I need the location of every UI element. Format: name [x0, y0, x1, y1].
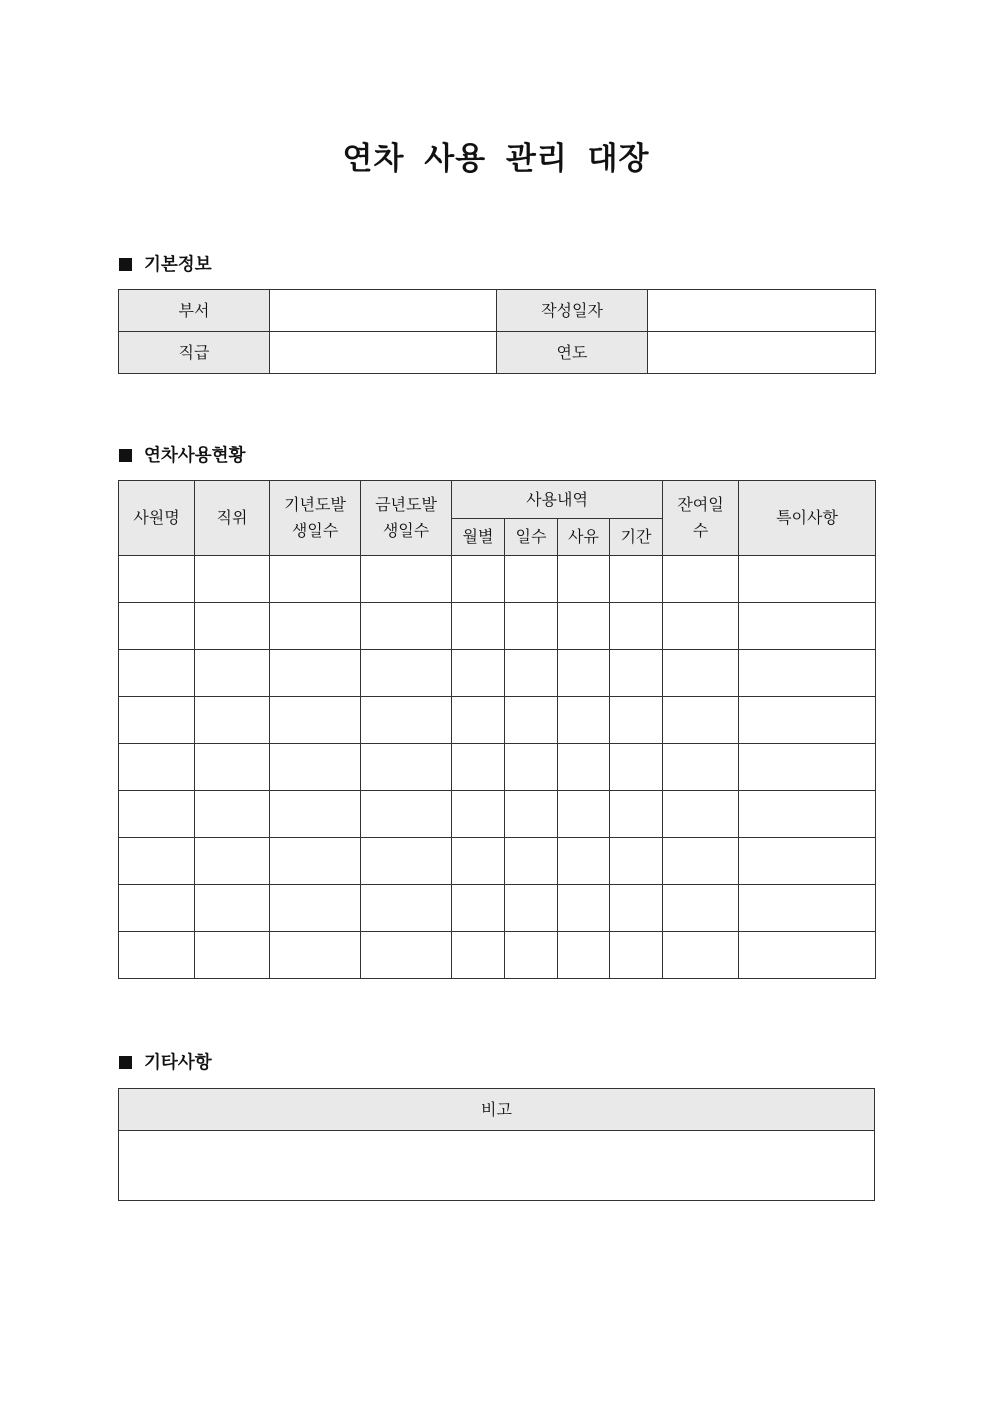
employee-name-cell[interactable]	[119, 744, 195, 791]
table-header-row	[119, 481, 876, 519]
employee-name-cell[interactable]	[119, 556, 195, 603]
remaining-days-cell[interactable]	[663, 556, 739, 603]
reason-cell[interactable]	[558, 885, 610, 932]
this-year-days-cell[interactable]	[361, 791, 452, 838]
basic-info-table	[118, 289, 876, 374]
prev-year-days-cell[interactable]	[270, 932, 361, 979]
position-cell[interactable]	[195, 791, 270, 838]
section-heading-other-matters	[119, 1051, 212, 1075]
reason-cell[interactable]	[558, 932, 610, 979]
table-row	[119, 697, 876, 744]
reason-cell[interactable]	[558, 697, 610, 744]
position-cell[interactable]	[195, 885, 270, 932]
written-date-label: 작성일자	[497, 290, 648, 332]
reason-cell[interactable]	[558, 791, 610, 838]
table-row	[119, 744, 876, 791]
prev-year-days-cell[interactable]	[270, 744, 361, 791]
position-cell[interactable]	[195, 603, 270, 650]
notes-cell[interactable]	[739, 838, 876, 885]
col-header-this-year-days	[361, 481, 452, 556]
year-label: 연도	[497, 332, 648, 374]
this-year-days-cell[interactable]	[361, 556, 452, 603]
month-cell[interactable]	[452, 556, 505, 603]
remaining-days-cell[interactable]	[663, 697, 739, 744]
remaining-days-cell[interactable]	[663, 791, 739, 838]
remarks-field[interactable]	[119, 1131, 875, 1201]
position-cell[interactable]	[195, 744, 270, 791]
employee-name-cell[interactable]	[119, 932, 195, 979]
month-cell[interactable]	[452, 885, 505, 932]
remaining-days-cell[interactable]	[663, 650, 739, 697]
col-header-line: 잔여일	[677, 495, 724, 514]
section-heading-label: 기본정보	[144, 255, 212, 275]
period-cell[interactable]	[610, 932, 663, 979]
this-year-days-cell[interactable]	[361, 697, 452, 744]
table-row	[119, 650, 876, 697]
notes-cell[interactable]	[739, 744, 876, 791]
table-row	[119, 556, 876, 603]
month-cell[interactable]	[452, 932, 505, 979]
days-cell[interactable]	[505, 650, 558, 697]
period-cell[interactable]	[610, 697, 663, 744]
remaining-days-cell[interactable]	[663, 744, 739, 791]
reason-cell[interactable]	[558, 650, 610, 697]
position-cell[interactable]	[195, 697, 270, 744]
table-header-row	[119, 1089, 875, 1131]
remaining-days-cell[interactable]	[663, 603, 739, 650]
month-cell[interactable]	[452, 744, 505, 791]
position-label: 직급	[119, 332, 270, 374]
usage-status-table	[118, 480, 876, 979]
table-row	[119, 885, 876, 932]
prev-year-days-cell[interactable]	[270, 885, 361, 932]
square-bullet-icon	[119, 258, 132, 271]
notes-cell[interactable]	[739, 650, 876, 697]
col-header-line: 수	[692, 521, 709, 540]
remarks-label: 비고	[119, 1089, 875, 1131]
position-cell[interactable]	[195, 650, 270, 697]
period-cell[interactable]	[610, 791, 663, 838]
position-cell[interactable]	[195, 932, 270, 979]
notes-cell[interactable]	[739, 603, 876, 650]
employee-name-cell[interactable]	[119, 885, 195, 932]
col-header-line: 금년도발	[375, 495, 437, 514]
notes-cell[interactable]	[739, 556, 876, 603]
section-heading-usage-status	[119, 444, 245, 468]
employee-name-cell[interactable]	[119, 603, 195, 650]
table-row	[119, 932, 876, 979]
col-header-remaining-days	[663, 481, 739, 556]
reason-cell[interactable]	[558, 603, 610, 650]
reason-cell[interactable]	[558, 838, 610, 885]
document-title: 연차 사용 관리 대장	[342, 141, 650, 177]
col-header-month: 월별	[452, 519, 505, 556]
this-year-days-cell[interactable]	[361, 885, 452, 932]
square-bullet-icon	[119, 1056, 132, 1069]
department-label: 부서	[119, 290, 270, 332]
position-field[interactable]	[270, 332, 497, 374]
prev-year-days-cell[interactable]	[270, 603, 361, 650]
period-cell[interactable]	[610, 885, 663, 932]
days-cell[interactable]	[505, 697, 558, 744]
usage-table-body	[119, 556, 876, 979]
days-cell[interactable]	[505, 603, 558, 650]
col-header-position: 직위	[195, 481, 270, 556]
notes-cell[interactable]	[739, 697, 876, 744]
period-cell[interactable]	[610, 838, 663, 885]
basic-info-row	[119, 332, 876, 374]
section-heading-label: 기타사항	[144, 1053, 212, 1073]
employee-name-cell[interactable]	[119, 650, 195, 697]
days-cell[interactable]	[505, 885, 558, 932]
basic-info-row	[119, 290, 876, 332]
this-year-days-cell[interactable]	[361, 650, 452, 697]
days-cell[interactable]	[505, 556, 558, 603]
table-row	[119, 791, 876, 838]
table-row	[119, 838, 876, 885]
prev-year-days-cell[interactable]	[270, 650, 361, 697]
this-year-days-cell[interactable]	[361, 932, 452, 979]
remaining-days-cell[interactable]	[663, 838, 739, 885]
section-heading-basic-info	[119, 253, 212, 277]
col-header-reason: 사유	[558, 519, 610, 556]
col-header-prev-year-days	[270, 481, 361, 556]
this-year-days-cell[interactable]	[361, 603, 452, 650]
col-header-line: 생일수	[382, 521, 430, 540]
this-year-days-cell[interactable]	[361, 744, 452, 791]
col-header-days: 일수	[505, 519, 558, 556]
remaining-days-cell[interactable]	[663, 885, 739, 932]
reason-cell[interactable]	[558, 744, 610, 791]
period-cell[interactable]	[610, 556, 663, 603]
days-cell[interactable]	[505, 932, 558, 979]
col-header-line: 기년도발	[284, 495, 346, 514]
written-date-field[interactable]	[648, 290, 876, 332]
col-header-employee-name: 사원명	[119, 481, 195, 556]
col-header-usage-details: 사용내역	[452, 481, 663, 519]
month-cell[interactable]	[452, 791, 505, 838]
square-bullet-icon	[119, 449, 132, 462]
col-header-notes: 특이사항	[739, 481, 876, 556]
section-heading-label: 연차사용현황	[144, 446, 246, 466]
notes-cell[interactable]	[739, 885, 876, 932]
position-cell[interactable]	[195, 556, 270, 603]
table-row	[119, 603, 876, 650]
prev-year-days-cell[interactable]	[270, 697, 361, 744]
notes-cell[interactable]	[739, 791, 876, 838]
period-cell[interactable]	[610, 603, 663, 650]
prev-year-days-cell[interactable]	[270, 791, 361, 838]
remaining-days-cell[interactable]	[663, 932, 739, 979]
year-field[interactable]	[648, 332, 876, 374]
period-cell[interactable]	[610, 650, 663, 697]
department-field[interactable]	[270, 290, 497, 332]
reason-cell[interactable]	[558, 556, 610, 603]
employee-name-cell[interactable]	[119, 838, 195, 885]
this-year-days-cell[interactable]	[361, 838, 452, 885]
days-cell[interactable]	[505, 791, 558, 838]
month-cell[interactable]	[452, 603, 505, 650]
month-cell[interactable]	[452, 838, 505, 885]
col-header-period: 기간	[610, 519, 663, 556]
employee-name-cell[interactable]	[119, 791, 195, 838]
month-cell[interactable]	[452, 697, 505, 744]
prev-year-days-cell[interactable]	[270, 556, 361, 603]
month-cell[interactable]	[452, 650, 505, 697]
position-cell[interactable]	[195, 838, 270, 885]
employee-name-cell[interactable]	[119, 697, 195, 744]
period-cell[interactable]	[610, 744, 663, 791]
days-cell[interactable]	[505, 744, 558, 791]
prev-year-days-cell[interactable]	[270, 838, 361, 885]
col-header-line: 생일수	[291, 521, 339, 540]
remarks-row	[119, 1131, 875, 1201]
notes-cell[interactable]	[739, 932, 876, 979]
remarks-table	[118, 1088, 875, 1201]
days-cell[interactable]	[505, 838, 558, 885]
